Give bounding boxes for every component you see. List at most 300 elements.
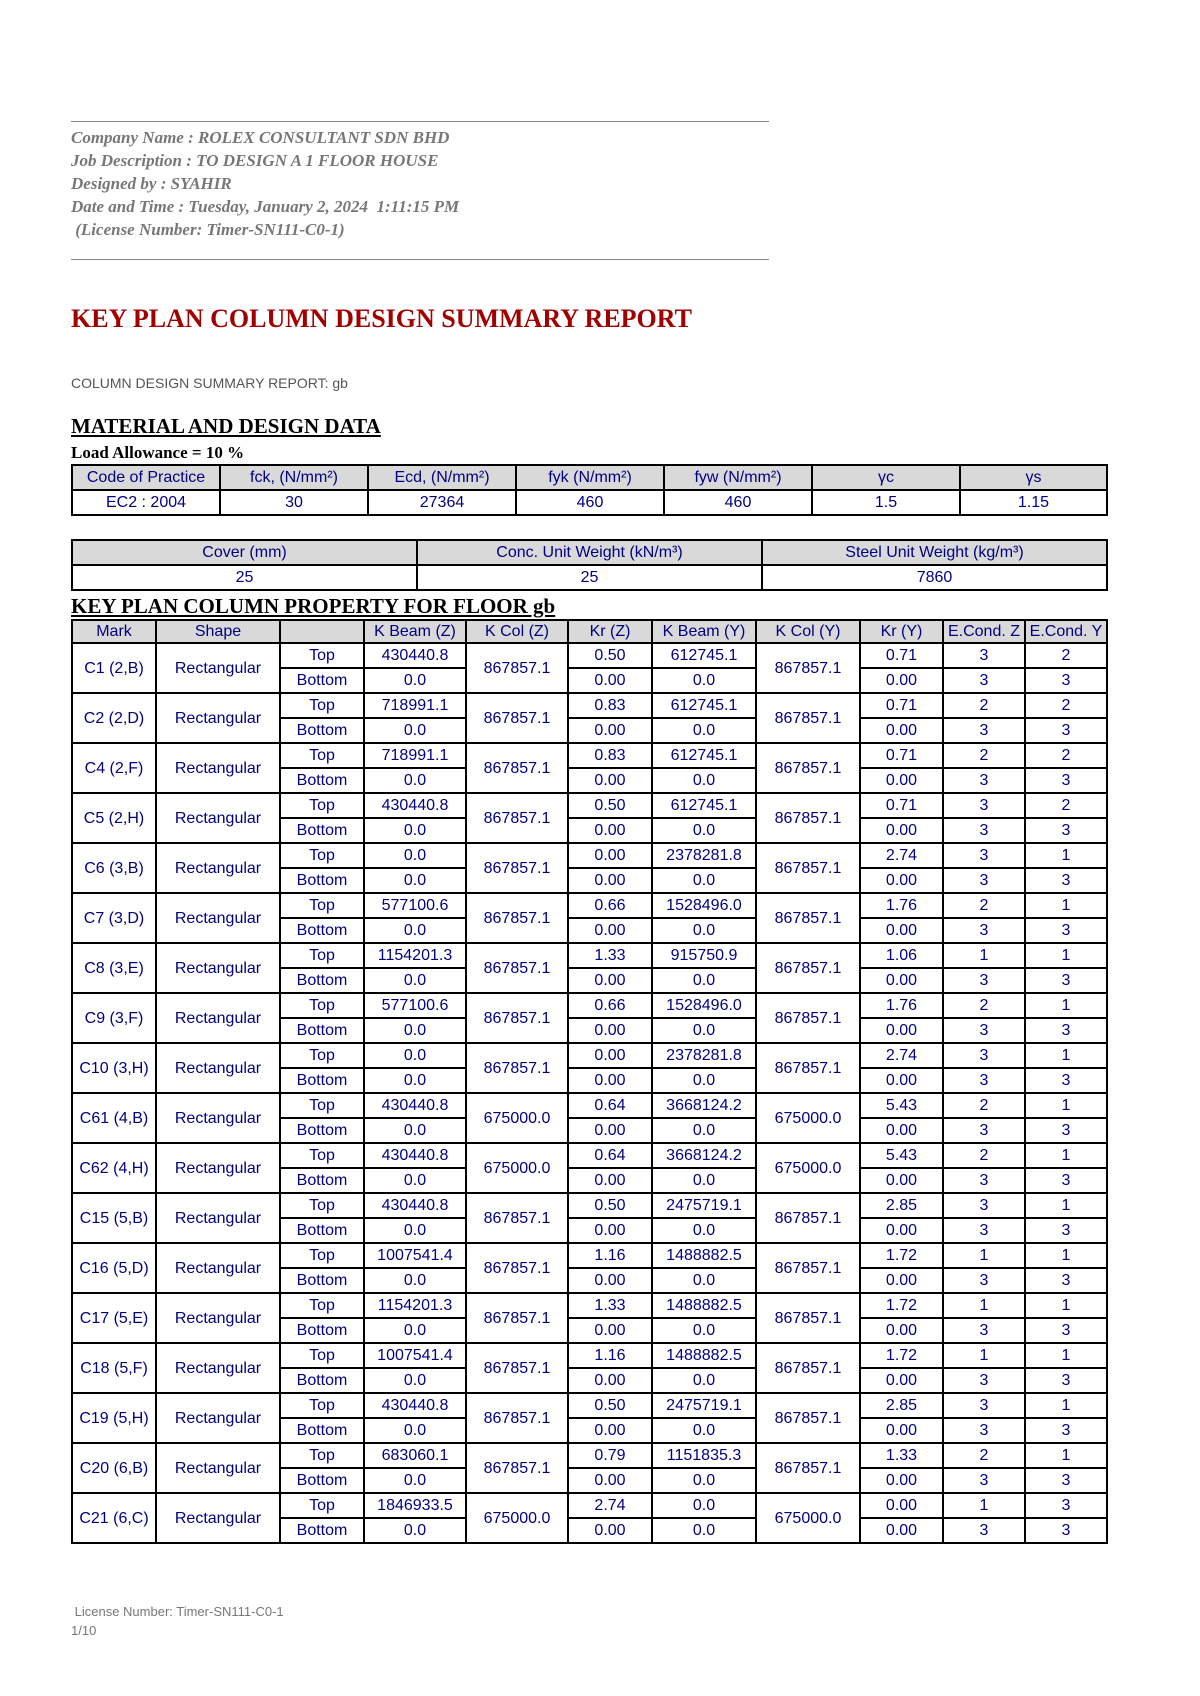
table-header: γs xyxy=(960,465,1107,490)
table-cell: 2.74 xyxy=(568,1493,652,1518)
table-cell: 3 xyxy=(943,1043,1025,1068)
table-cell: 3 xyxy=(943,868,1025,893)
column-shape: Rectangular xyxy=(156,843,280,893)
column-shape: Rectangular xyxy=(156,693,280,743)
table-header: fyw (N/mm²) xyxy=(664,465,812,490)
column-shape: Rectangular xyxy=(156,1293,280,1343)
table-cell: 675000.0 xyxy=(466,1143,568,1193)
table-cell: 3 xyxy=(1025,1418,1107,1443)
column-mark: C6 (3,B) xyxy=(72,843,156,893)
table-cell: 0.0 xyxy=(364,668,466,693)
date-time: Date and Time : Tuesday, January 2, 2024 1:11:15 PM xyxy=(71,197,460,216)
table-cell: 1.16 xyxy=(568,1243,652,1268)
table-cell: 1 xyxy=(943,1293,1025,1318)
table-row xyxy=(72,1043,1107,1068)
table-header: Cover (mm) xyxy=(72,540,417,565)
table-cell: 2 xyxy=(943,893,1025,918)
table-cell: 675000.0 xyxy=(756,1493,860,1543)
table-cell: 0.0 xyxy=(364,1018,466,1043)
table-cell: 1154201.3 xyxy=(364,1293,466,1318)
table-cell: 0.0 xyxy=(652,1018,756,1043)
table-cell: 1 xyxy=(1025,1443,1107,1468)
table-cell: 0.0 xyxy=(364,718,466,743)
row-position-label: Bottom xyxy=(280,818,364,843)
column-shape: Rectangular xyxy=(156,1443,280,1493)
table-cell: 1.33 xyxy=(568,943,652,968)
table-cell: 430440.8 xyxy=(364,1193,466,1218)
table-cell: 2475719.1 xyxy=(652,1193,756,1218)
table-row xyxy=(72,1343,1107,1368)
row-position-label: Top xyxy=(280,693,364,718)
table-cell: 1 xyxy=(943,1343,1025,1368)
table-row xyxy=(72,1493,1107,1518)
table-row xyxy=(72,893,1107,918)
table-cell: 2 xyxy=(943,1143,1025,1168)
table-cell: 1 xyxy=(1025,1093,1107,1118)
table-header: Mark xyxy=(72,620,156,643)
table-cell: 1007541.4 xyxy=(364,1243,466,1268)
row-position-label: Top xyxy=(280,1243,364,1268)
row-position-label: Top xyxy=(280,743,364,768)
table-cell: 430440.8 xyxy=(364,793,466,818)
table-cell: 0.00 xyxy=(860,1018,943,1043)
table-cell: 2 xyxy=(1025,793,1107,818)
table-cell: 867857.1 xyxy=(466,743,568,793)
table-cell: 0.0 xyxy=(364,1043,466,1068)
table-row xyxy=(72,1393,1107,1418)
column-property-body xyxy=(72,643,1107,1543)
table-cell: 3 xyxy=(943,1368,1025,1393)
table-cell: 0.0 xyxy=(364,1218,466,1243)
table-row xyxy=(72,1143,1107,1168)
column-mark: C5 (2,H) xyxy=(72,793,156,843)
table-cell: 1528496.0 xyxy=(652,993,756,1018)
table-cell: 0.00 xyxy=(860,1118,943,1143)
table-cell: 3 xyxy=(1025,1468,1107,1493)
table-cell: 675000.0 xyxy=(756,1143,860,1193)
table-cell: 0.0 xyxy=(652,1468,756,1493)
header-top-rule xyxy=(71,121,769,122)
table-cell: 27364 xyxy=(368,490,516,515)
table-cell: 0.0 xyxy=(364,1368,466,1393)
table-cell: 430440.8 xyxy=(364,1143,466,1168)
table-cell: 1151835.3 xyxy=(652,1443,756,1468)
table-cell: 718991.1 xyxy=(364,693,466,718)
table-cell: 460 xyxy=(664,490,812,515)
load-allowance: Load Allowance = 10 % xyxy=(71,443,245,462)
table-cell: 0.00 xyxy=(568,1368,652,1393)
row-position-label: Top xyxy=(280,1443,364,1468)
table-cell: 1 xyxy=(1025,893,1107,918)
table-cell: 0.0 xyxy=(364,918,466,943)
table-cell: 1007541.4 xyxy=(364,1343,466,1368)
table-cell: 1488882.5 xyxy=(652,1293,756,1318)
table-cell: 2475719.1 xyxy=(652,1393,756,1418)
table-header: Code of Practice xyxy=(72,465,220,490)
table-cell: 0.0 xyxy=(364,843,466,868)
table-cell: 3 xyxy=(1025,968,1107,993)
row-position-label: Top xyxy=(280,1293,364,1318)
table-cell: 0.00 xyxy=(568,1018,652,1043)
column-mark: C9 (3,F) xyxy=(72,993,156,1043)
table-cell: 2 xyxy=(1025,643,1107,668)
row-position-label: Top xyxy=(280,793,364,818)
table-cell: 0.0 xyxy=(364,1318,466,1343)
table-row xyxy=(72,743,1107,768)
table-header: Shape xyxy=(156,620,280,643)
table-cell: 0.00 xyxy=(568,668,652,693)
table-cell: 867857.1 xyxy=(466,943,568,993)
table-cell: 867857.1 xyxy=(466,843,568,893)
table-cell: 0.0 xyxy=(652,968,756,993)
property-section-heading: KEY PLAN COLUMN PROPERTY FOR FLOOR gb xyxy=(71,594,556,618)
report-header xyxy=(71,126,459,241)
table-cell: 3 xyxy=(1025,1118,1107,1143)
table-cell: 1 xyxy=(1025,1343,1107,1368)
job-description: Job Description : TO DESIGN A 1 FLOOR HOUSE xyxy=(71,151,439,170)
table-cell: 867857.1 xyxy=(466,1393,568,1443)
table-header: K Col (Y) xyxy=(756,620,860,643)
table-header: fck, (N/mm²) xyxy=(220,465,368,490)
row-position-label: Bottom xyxy=(280,1468,364,1493)
company-name: Company Name : ROLEX CONSULTANT SDN BHD xyxy=(71,128,450,147)
table-cell: 3668124.2 xyxy=(652,1093,756,1118)
column-mark: C4 (2,F) xyxy=(72,743,156,793)
table-header: K Beam (Y) xyxy=(652,620,756,643)
property-header-row xyxy=(72,620,1107,643)
table-header: K Col (Z) xyxy=(466,620,568,643)
table-cell: 0.71 xyxy=(860,793,943,818)
table-cell: 0.00 xyxy=(860,1368,943,1393)
table-cell: 3 xyxy=(943,1393,1025,1418)
table-cell: 0.00 xyxy=(860,868,943,893)
header-bottom-rule xyxy=(71,259,769,260)
table-cell: 2 xyxy=(943,993,1025,1018)
table-cell: 0.00 xyxy=(860,1518,943,1543)
cover-header-row xyxy=(72,540,1107,565)
table-cell: 0.64 xyxy=(568,1093,652,1118)
table-cell: 867857.1 xyxy=(466,1443,568,1493)
column-mark: C10 (3,H) xyxy=(72,1043,156,1093)
row-position-label: Top xyxy=(280,1093,364,1118)
table-cell: 2378281.8 xyxy=(652,1043,756,1068)
table-cell: 0.0 xyxy=(652,868,756,893)
table-cell: 0.00 xyxy=(568,818,652,843)
column-shape: Rectangular xyxy=(156,993,280,1043)
table-cell: 0.00 xyxy=(568,1518,652,1543)
row-position-label: Bottom xyxy=(280,918,364,943)
table-cell: 0.83 xyxy=(568,743,652,768)
table-cell: 3 xyxy=(943,818,1025,843)
table-cell: 718991.1 xyxy=(364,743,466,768)
table-cell: 867857.1 xyxy=(466,793,568,843)
column-shape: Rectangular xyxy=(156,893,280,943)
row-position-label: Bottom xyxy=(280,1518,364,1543)
table-cell: 3 xyxy=(943,668,1025,693)
table-cell: 30 xyxy=(220,490,368,515)
column-shape: Rectangular xyxy=(156,1193,280,1243)
table-cell: 577100.6 xyxy=(364,993,466,1018)
column-shape: Rectangular xyxy=(156,1243,280,1293)
table-cell: 0.00 xyxy=(568,1043,652,1068)
table-cell: 612745.1 xyxy=(652,693,756,718)
table-cell: 0.0 xyxy=(652,718,756,743)
column-shape: Rectangular xyxy=(156,1493,280,1543)
table-cell: 0.00 xyxy=(568,918,652,943)
table-row xyxy=(72,1293,1107,1318)
table-cell: 0.0 xyxy=(652,1168,756,1193)
column-shape: Rectangular xyxy=(156,1393,280,1443)
table-cell: 0.00 xyxy=(860,968,943,993)
table-cell: 867857.1 xyxy=(756,1243,860,1293)
column-shape: Rectangular xyxy=(156,743,280,793)
table-cell: 867857.1 xyxy=(756,1043,860,1093)
table-cell: 0.0 xyxy=(652,918,756,943)
table-cell: 1 xyxy=(1025,1243,1107,1268)
table-row xyxy=(72,1093,1107,1118)
row-position-label: Bottom xyxy=(280,668,364,693)
table-cell: 612745.1 xyxy=(652,743,756,768)
row-position-label: Top xyxy=(280,1143,364,1168)
table-cell: 1.72 xyxy=(860,1243,943,1268)
table-cell: 3 xyxy=(1025,1318,1107,1343)
table-header: Kr (Y) xyxy=(860,620,943,643)
table-cell: 612745.1 xyxy=(652,643,756,668)
table-cell: 0.50 xyxy=(568,1393,652,1418)
row-position-label: Bottom xyxy=(280,1418,364,1443)
table-cell: 867857.1 xyxy=(756,643,860,693)
column-shape: Rectangular xyxy=(156,1093,280,1143)
table-cell: 1.33 xyxy=(860,1443,943,1468)
row-position-label: Bottom xyxy=(280,968,364,993)
table-cell: 867857.1 xyxy=(466,1343,568,1393)
table-cell: 0.0 xyxy=(652,818,756,843)
table-row xyxy=(72,843,1107,868)
table-cell: 3668124.2 xyxy=(652,1143,756,1168)
table-cell: 1.72 xyxy=(860,1343,943,1368)
table-cell: 3 xyxy=(943,1193,1025,1218)
table-cell: 0.0 xyxy=(364,1518,466,1543)
row-position-label: Top xyxy=(280,1193,364,1218)
table-cell: 867857.1 xyxy=(756,893,860,943)
table-cell: 3 xyxy=(943,793,1025,818)
table-row xyxy=(72,643,1107,668)
table-header: Conc. Unit Weight (kN/m³) xyxy=(417,540,762,565)
table-cell: 0.00 xyxy=(860,818,943,843)
table-cell: 0.0 xyxy=(652,768,756,793)
table-cell: 1 xyxy=(1025,993,1107,1018)
table-cell: 0.00 xyxy=(568,843,652,868)
table-cell: 2.85 xyxy=(860,1393,943,1418)
table-cell: 1 xyxy=(1025,1043,1107,1068)
table-cell: 3 xyxy=(943,1018,1025,1043)
table-cell: 3 xyxy=(1025,1518,1107,1543)
row-position-label: Top xyxy=(280,1393,364,1418)
table-cell: 0.00 xyxy=(568,968,652,993)
table-cell: 0.00 xyxy=(568,1318,652,1343)
table-row xyxy=(72,993,1107,1018)
table-cell: 3 xyxy=(943,768,1025,793)
table-header: E.Cond. Z xyxy=(943,620,1025,643)
column-mark: C1 (2,B) xyxy=(72,643,156,693)
table-cell: 0.50 xyxy=(568,1193,652,1218)
row-position-label: Top xyxy=(280,843,364,868)
table-cell: 0.00 xyxy=(568,1418,652,1443)
table-cell: 915750.9 xyxy=(652,943,756,968)
table-cell: 3 xyxy=(1025,1168,1107,1193)
table-cell: 0.00 xyxy=(568,1168,652,1193)
table-cell: 0.00 xyxy=(860,1268,943,1293)
column-mark: C7 (3,D) xyxy=(72,893,156,943)
table-cell: 867857.1 xyxy=(756,993,860,1043)
table-cell: 867857.1 xyxy=(756,1293,860,1343)
table-row xyxy=(72,943,1107,968)
table-cell: 5.43 xyxy=(860,1143,943,1168)
column-shape: Rectangular xyxy=(156,793,280,843)
table-cell: 3 xyxy=(943,718,1025,743)
table-cell: 1154201.3 xyxy=(364,943,466,968)
table-cell: 867857.1 xyxy=(756,943,860,993)
table-cell: 0.66 xyxy=(568,993,652,1018)
table-cell: 0.0 xyxy=(364,1068,466,1093)
table-cell: 3 xyxy=(1025,768,1107,793)
table-cell: 0.0 xyxy=(364,868,466,893)
column-mark: C62 (4,H) xyxy=(72,1143,156,1193)
table-cell: 2 xyxy=(943,1443,1025,1468)
column-property-table xyxy=(71,619,1108,1544)
table-cell: 2.74 xyxy=(860,1043,943,1068)
table-cell: 0.00 xyxy=(860,1493,943,1518)
table-cell: 2 xyxy=(943,743,1025,768)
table-cell: 0.0 xyxy=(652,1493,756,1518)
license-number: (License Number: Timer-SN111-C0-1) xyxy=(71,220,345,239)
table-cell: 612745.1 xyxy=(652,793,756,818)
table-cell: 0.71 xyxy=(860,743,943,768)
table-cell: 867857.1 xyxy=(756,793,860,843)
page-title: KEY PLAN COLUMN DESIGN SUMMARY REPORT xyxy=(71,304,692,333)
table-cell: 867857.1 xyxy=(466,1043,568,1093)
table-cell: 2.85 xyxy=(860,1193,943,1218)
table-cell: 3 xyxy=(943,968,1025,993)
table-cell: 3 xyxy=(1025,1018,1107,1043)
row-position-label: Bottom xyxy=(280,1318,364,1343)
table-cell: 2 xyxy=(943,693,1025,718)
table-header: Kr (Z) xyxy=(568,620,652,643)
table-cell: 867857.1 xyxy=(756,1443,860,1493)
material-header-row xyxy=(72,465,1107,490)
row-position-label: Top xyxy=(280,1493,364,1518)
column-mark: C61 (4,B) xyxy=(72,1093,156,1143)
material-table xyxy=(71,464,1108,516)
table-cell: 0.0 xyxy=(652,1318,756,1343)
table-cell: 867857.1 xyxy=(466,1243,568,1293)
table-cell: 0.00 xyxy=(568,1118,652,1143)
table-cell: 867857.1 xyxy=(466,643,568,693)
table-cell: 867857.1 xyxy=(756,1193,860,1243)
row-position-label: Top xyxy=(280,993,364,1018)
page-number: 1/10 xyxy=(71,1623,97,1638)
table-cell: 1.06 xyxy=(860,943,943,968)
table-cell: 0.0 xyxy=(652,1418,756,1443)
material-section-heading: MATERIAL AND DESIGN DATA xyxy=(71,414,381,438)
table-row xyxy=(72,693,1107,718)
table-cell: 675000.0 xyxy=(466,1493,568,1543)
table-cell: 0.00 xyxy=(568,1218,652,1243)
table-cell: 3 xyxy=(943,1468,1025,1493)
cover-value-row xyxy=(72,565,1107,590)
table-cell: 0.66 xyxy=(568,893,652,918)
row-position-label: Top xyxy=(280,1043,364,1068)
table-header: γc xyxy=(812,465,960,490)
footer-license: License Number: Timer-SN111-C0-1 xyxy=(71,1604,284,1619)
table-cell: 867857.1 xyxy=(466,993,568,1043)
column-shape: Rectangular xyxy=(156,1343,280,1393)
column-mark: C15 (5,B) xyxy=(72,1193,156,1243)
row-position-label: Bottom xyxy=(280,868,364,893)
table-cell: 0.00 xyxy=(568,718,652,743)
table-cell: 25 xyxy=(72,565,417,590)
table-cell: 0.0 xyxy=(652,1068,756,1093)
table-cell: 0.00 xyxy=(860,668,943,693)
table-cell: 3 xyxy=(1025,668,1107,693)
table-cell: 1 xyxy=(1025,1143,1107,1168)
table-cell: 3 xyxy=(943,1068,1025,1093)
row-position-label: Bottom xyxy=(280,768,364,793)
table-cell: 0.00 xyxy=(860,768,943,793)
table-cell: 0.00 xyxy=(860,1218,943,1243)
table-cell: 867857.1 xyxy=(466,1293,568,1343)
table-cell: 0.00 xyxy=(860,918,943,943)
table-cell: 1 xyxy=(1025,1193,1107,1218)
table-cell: 3 xyxy=(1025,918,1107,943)
table-cell: 0.00 xyxy=(568,1068,652,1093)
table-cell: 3 xyxy=(943,1318,1025,1343)
table-cell: 0.83 xyxy=(568,693,652,718)
table-cell: 1 xyxy=(943,1493,1025,1518)
table-header: fyk (N/mm²) xyxy=(516,465,664,490)
table-cell: 867857.1 xyxy=(756,693,860,743)
table-cell: 0.71 xyxy=(860,643,943,668)
table-cell: 430440.8 xyxy=(364,643,466,668)
table-cell: 430440.8 xyxy=(364,1093,466,1118)
table-cell: 0.00 xyxy=(860,1168,943,1193)
table-cell: 0.00 xyxy=(568,868,652,893)
table-cell: 0.0 xyxy=(364,1168,466,1193)
table-cell: 1.76 xyxy=(860,993,943,1018)
table-cell: 0.0 xyxy=(364,1118,466,1143)
table-cell: 3 xyxy=(1025,1493,1107,1518)
table-cell: 3 xyxy=(1025,1068,1107,1093)
table-header: Ecd, (N/mm²) xyxy=(368,465,516,490)
table-cell: 1.76 xyxy=(860,893,943,918)
column-shape: Rectangular xyxy=(156,1043,280,1093)
table-cell: 3 xyxy=(943,1168,1025,1193)
column-mark: C21 (6,C) xyxy=(72,1493,156,1543)
table-cell: 3 xyxy=(943,1518,1025,1543)
table-cell: 867857.1 xyxy=(756,743,860,793)
table-cell: 1488882.5 xyxy=(652,1243,756,1268)
table-cell: 0.00 xyxy=(860,1418,943,1443)
table-cell: 0.00 xyxy=(860,1318,943,1343)
table-cell: 1.5 xyxy=(812,490,960,515)
table-cell: 1 xyxy=(943,1243,1025,1268)
column-shape: Rectangular xyxy=(156,1143,280,1193)
table-cell: 1 xyxy=(1025,943,1107,968)
table-cell: 0.0 xyxy=(364,1268,466,1293)
row-position-label: Bottom xyxy=(280,718,364,743)
table-header: E.Cond. Y xyxy=(1025,620,1107,643)
table-header: Steel Unit Weight (kg/m³) xyxy=(762,540,1107,565)
